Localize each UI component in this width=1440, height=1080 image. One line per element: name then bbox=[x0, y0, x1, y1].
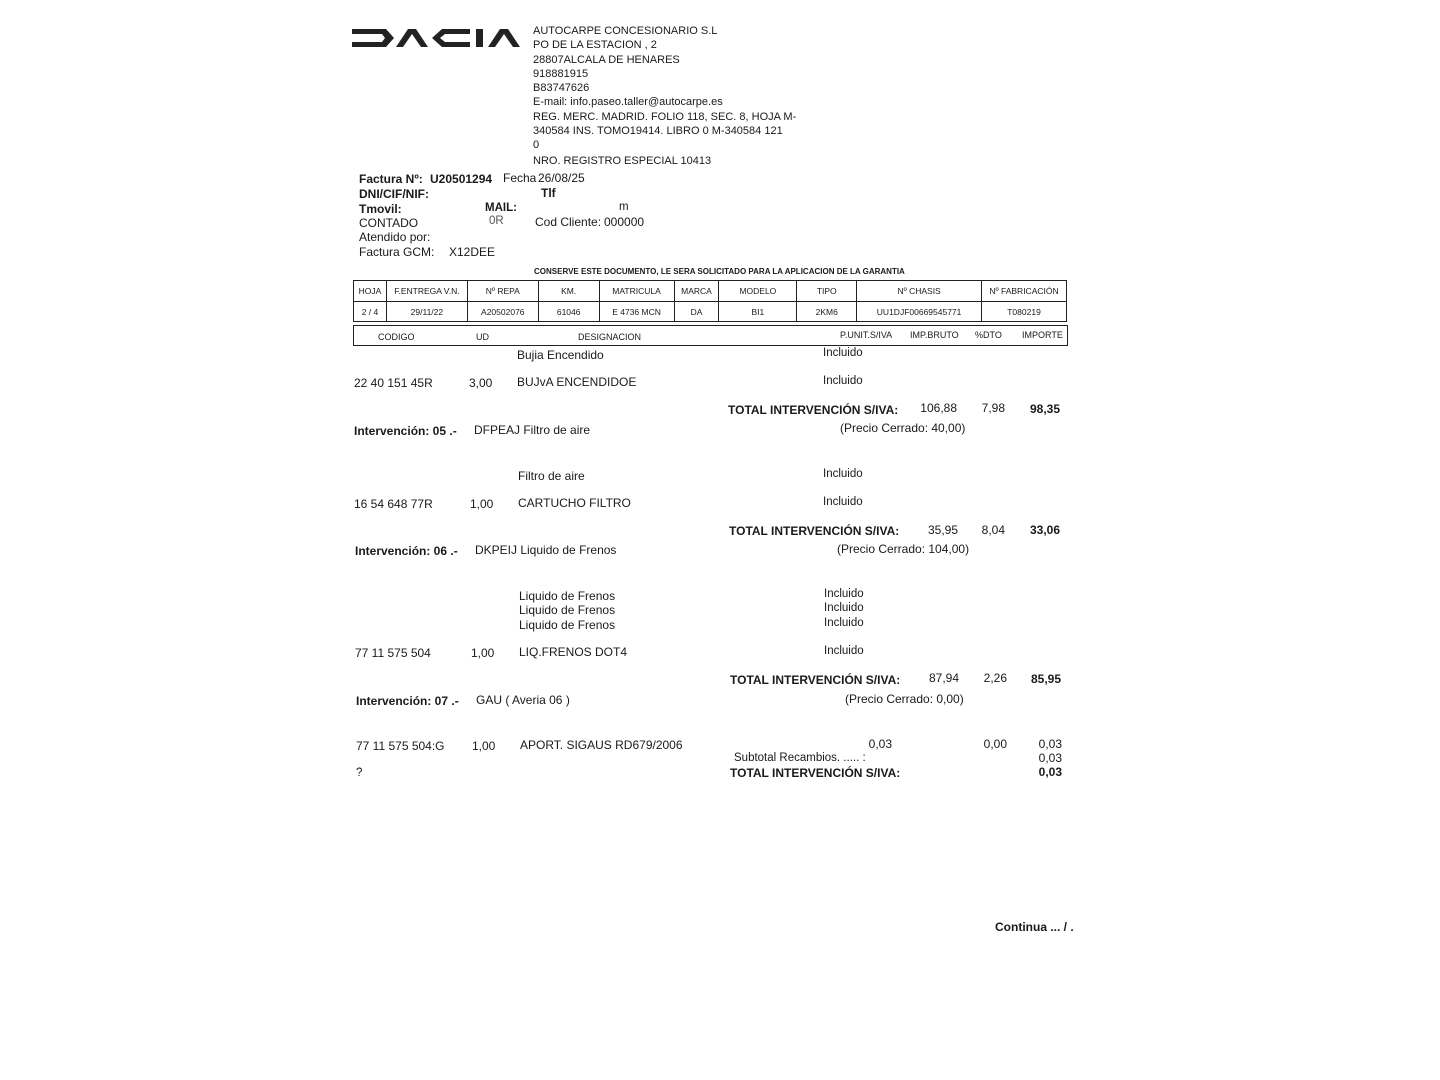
line-price: Incluido bbox=[824, 588, 864, 600]
intervencion-07-desc: GAU ( Averia 06 ) bbox=[476, 693, 570, 707]
col-modelo: MODELO bbox=[719, 281, 797, 302]
intervencion-06-desc: DKPEIJ Liquido de Frenos bbox=[475, 543, 617, 557]
tlf-label: Tlf bbox=[541, 186, 556, 200]
line-ud: 1,00 bbox=[471, 646, 495, 660]
line-price: Incluido bbox=[824, 602, 864, 614]
line-price: Incluido bbox=[824, 617, 864, 629]
subtotal-value: 0,03 bbox=[1038, 751, 1062, 765]
fecha-label: Fecha bbox=[503, 171, 537, 185]
factura-gcm-value: X12DEE bbox=[449, 245, 496, 259]
line-ud: 1,00 bbox=[472, 739, 496, 753]
vehicle-header-row bbox=[354, 281, 1067, 302]
val-tipo: 2KM6 bbox=[797, 302, 857, 322]
total-intervencion-label: TOTAL INTERVENCIÓN S/IVA: bbox=[729, 524, 900, 538]
total-intervencion-label: TOTAL INTERVENCIÓN S/IVA: bbox=[728, 403, 899, 417]
total-importe: 85,95 bbox=[1030, 672, 1061, 686]
dni-label: DNI/CIF/NIF: bbox=[359, 187, 429, 201]
line-items-header bbox=[353, 325, 1068, 346]
guarantee-notice: CONSERVE ESTE DOCUMENTO, LE SERA SOLICITADO PARA LA APLICACION DE LA GARANTIA bbox=[534, 267, 905, 276]
line-desc: APORT. SIGAUS RD679/2006 bbox=[520, 738, 683, 752]
intervencion-07-label: Intervención: 07 .- bbox=[356, 694, 459, 708]
intervencion-05-desc: DFPEAJ Filtro de aire bbox=[474, 423, 591, 437]
hdr-ud: UD bbox=[476, 332, 489, 342]
val-marca: DA bbox=[674, 302, 719, 322]
contado-label: CONTADO bbox=[359, 216, 419, 230]
total-bruto: 106,88 bbox=[920, 401, 957, 415]
mail-value: m bbox=[619, 201, 629, 213]
hdr-importe: IMPORTE bbox=[1022, 330, 1063, 340]
total-dto: 8,04 bbox=[981, 523, 1005, 537]
mail-label: MAIL: bbox=[485, 202, 517, 214]
continua-text: Continua ... / . bbox=[995, 920, 1074, 934]
line-punit: 0,03 bbox=[868, 737, 892, 751]
col-fentrega: F.ENTREGA V.N. bbox=[386, 281, 467, 302]
line-code: 16 54 648 77R bbox=[354, 497, 433, 511]
factura-gcm-label: Factura GCM: bbox=[359, 245, 435, 259]
factura-number: U20501294 bbox=[430, 172, 493, 186]
total-dto: 7,98 bbox=[981, 401, 1005, 415]
line-price: Incluido bbox=[824, 645, 864, 657]
line-desc: LIQ.FRENOS DOT4 bbox=[519, 645, 628, 659]
line-desc: CARTUCHO FILTRO bbox=[518, 496, 631, 510]
intervencion-06-label: Intervención: 06 .- bbox=[355, 544, 458, 558]
line-desc: Filtro de aire bbox=[518, 469, 585, 483]
line-desc: Bujia Encendido bbox=[517, 348, 604, 362]
question-mark: ? bbox=[356, 767, 363, 779]
col-tipo: TIPO bbox=[797, 281, 857, 302]
val-fentrega: 29/11/22 bbox=[386, 302, 467, 322]
col-hoja: HOJA bbox=[354, 281, 387, 302]
val-chasis: UU1DJF00669545771 bbox=[857, 302, 982, 322]
vehicle-value-row bbox=[354, 302, 1067, 322]
line-code: 77 11 575 504:G bbox=[356, 739, 445, 753]
total-importe: 98,35 bbox=[1029, 402, 1060, 416]
precio-cerrado: (Precio Cerrado: 104,00) bbox=[837, 542, 970, 556]
line-importe: 0,03 bbox=[1038, 737, 1062, 751]
subtotal-label: Subtotal Recambios. ..... : bbox=[734, 752, 866, 764]
vehicle-table bbox=[353, 280, 1067, 322]
company-cif: B83747626 bbox=[533, 82, 590, 95]
line-price: Incluido bbox=[823, 496, 863, 508]
company-city: 28807ALCALA DE HENARES bbox=[533, 53, 680, 66]
hdr-dto: %DTO bbox=[975, 330, 1002, 340]
total-dto: 2,26 bbox=[983, 671, 1007, 685]
company-registry-3: 0 bbox=[533, 139, 540, 152]
company-registry-special: NRO. REGISTRO ESPECIAL 10413 bbox=[533, 154, 712, 167]
line-desc: Liquido de Frenos bbox=[519, 589, 616, 603]
intervencion-05-label: Intervención: 05 .- bbox=[354, 424, 457, 438]
company-registry-1: REG. MERC. MADRID. FOLIO 118, SEC. 8, HOJA M- bbox=[533, 110, 797, 123]
company-phone: 918881915 bbox=[533, 67, 589, 80]
val-matricula: E 4736 MCN bbox=[599, 302, 674, 322]
total-importe: 33,06 bbox=[1029, 523, 1060, 537]
hdr-impbruto: IMP.BRUTO bbox=[910, 330, 959, 340]
val-repa: A20502076 bbox=[467, 302, 538, 322]
atendido-label: Atendido por: bbox=[359, 230, 431, 244]
val-fabricacion: T080219 bbox=[982, 302, 1067, 322]
hdr-designacion: DESIGNACION bbox=[578, 332, 642, 342]
col-matricula: MATRICULA bbox=[599, 281, 674, 302]
col-repa: Nº REPA bbox=[467, 281, 538, 302]
total-intervencion-label: TOTAL INTERVENCIÓN S/IVA: bbox=[730, 673, 901, 687]
line-price: Incluido bbox=[823, 468, 863, 480]
line-price: Incluido bbox=[823, 375, 863, 387]
fecha-value: 26/08/25 bbox=[538, 171, 585, 185]
line-dto: 0,00 bbox=[983, 737, 1007, 751]
col-chasis: Nº CHASIS bbox=[857, 281, 982, 302]
dacia-logo bbox=[352, 27, 524, 49]
total-bruto: 87,94 bbox=[928, 671, 959, 685]
tmovil-label: Tmovil: bbox=[359, 202, 402, 216]
total-bruto: 35,95 bbox=[927, 523, 958, 537]
company-address bbox=[533, 24, 796, 168]
company-street: PO DE LA ESTACION , 2 bbox=[533, 39, 657, 52]
hdr-codigo: CODIGO bbox=[378, 332, 415, 342]
total-intervencion-label: TOTAL INTERVENCIÓN S/IVA: bbox=[730, 766, 901, 780]
col-km: KM. bbox=[538, 281, 599, 302]
company-registry-2: 340584 INS. TOMO19414. LIBRO 0 M-340584 121 bbox=[533, 125, 783, 138]
company-email: E-mail: info.paseo.taller@autocarpe.es bbox=[533, 96, 723, 109]
precio-cerrado: (Precio Cerrado: 40,00) bbox=[840, 421, 966, 435]
cod-cliente-label: Cod Cliente: bbox=[535, 215, 602, 229]
line-price: Incluido bbox=[823, 347, 863, 359]
line-ud: 3,00 bbox=[469, 376, 493, 390]
val-modelo: BI1 bbox=[719, 302, 797, 322]
line-desc: Liquido de Frenos bbox=[519, 603, 616, 617]
total-importe: 0,03 bbox=[1038, 765, 1062, 779]
col-fabricacion: Nº FABRICACIÓN bbox=[982, 281, 1067, 302]
company-name: AUTOCARPE CONCESIONARIO S.L bbox=[533, 25, 718, 37]
cod-cliente-value: 000000 bbox=[604, 215, 645, 229]
line-desc: BUJvA ENCENDIDOE bbox=[517, 375, 637, 389]
hdr-punit: P.UNIT.S/IVA bbox=[840, 330, 893, 340]
col-marca: MARCA bbox=[674, 281, 719, 302]
precio-cerrado: (Precio Cerrado: 0,00) bbox=[845, 692, 964, 706]
line-desc: Liquido de Frenos bbox=[519, 618, 616, 632]
line-ud: 1,00 bbox=[470, 497, 494, 511]
factura-label: Factura Nº: bbox=[359, 172, 423, 186]
val-km: 61046 bbox=[538, 302, 599, 322]
contado-code: 0R bbox=[489, 215, 504, 227]
line-code: 77 11 575 504 bbox=[355, 646, 431, 660]
val-hoja: 2 / 4 bbox=[354, 302, 387, 322]
line-code: 22 40 151 45R bbox=[354, 376, 433, 390]
